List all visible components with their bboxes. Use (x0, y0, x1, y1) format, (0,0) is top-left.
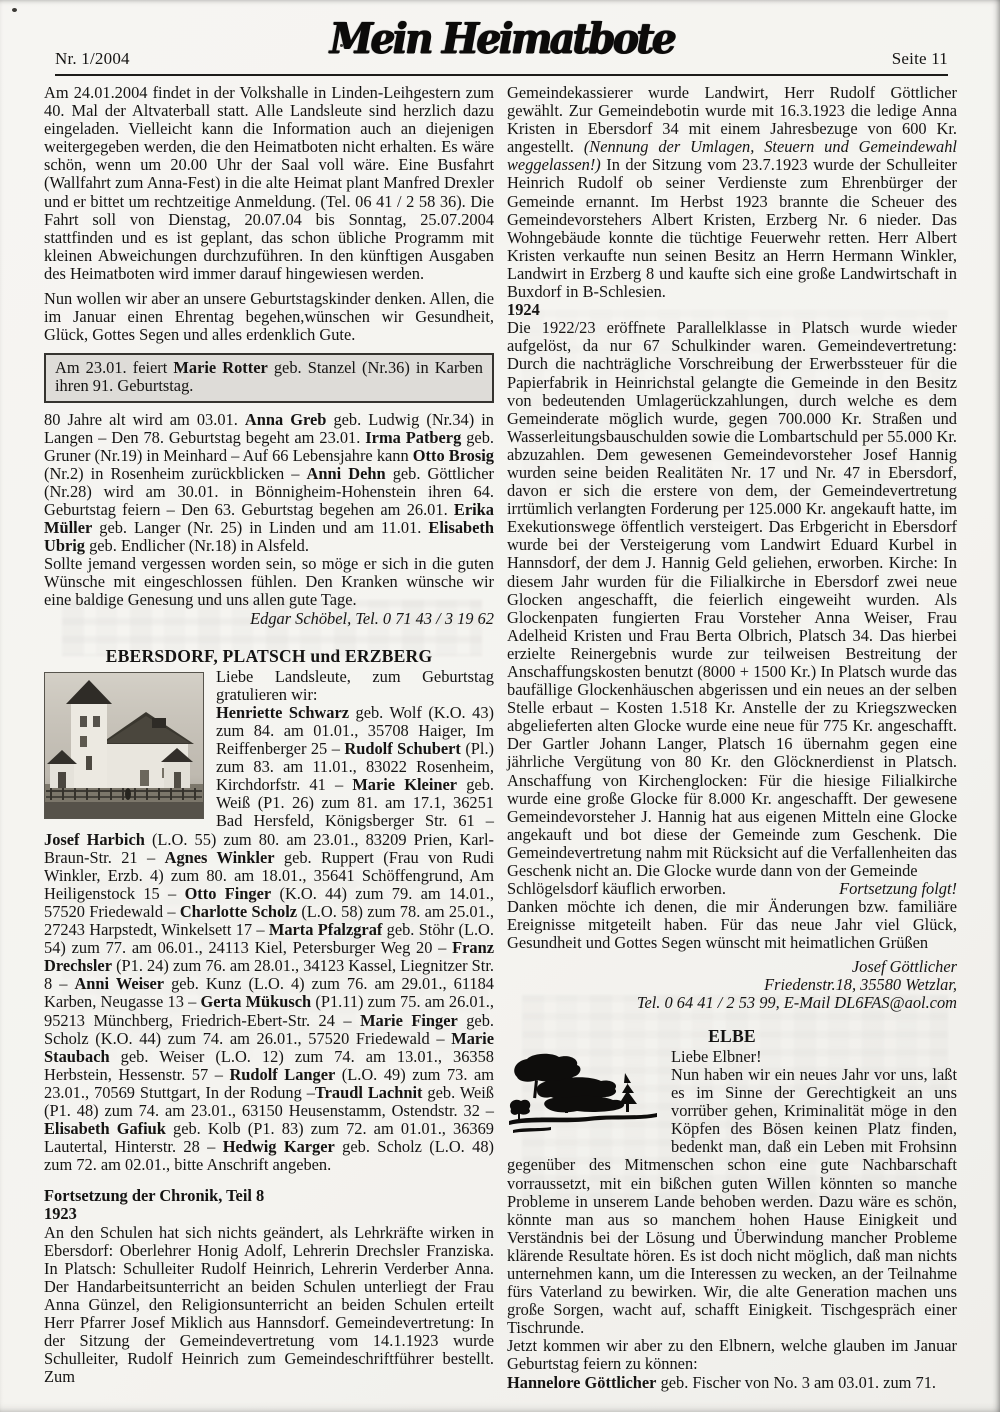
page-header (55, 14, 948, 76)
thanks-paragraph: Danken möchte ich denen, die mir Änderungen bzw. familiäre Ereignisse mitgeteilt haben. Für das neue Jahr viel Glück, Gesundheit und Gottes Segen wünscht mit heimatlichen Grüßen (507, 897, 957, 953)
highlight-box-text: Am 23.01. feiert Marie Rotter geb. Stanzel (Nr.36) in Karben ihren 91. Geburtstag. (55, 358, 483, 396)
church-photo (44, 672, 204, 819)
elbe-paragraph: Nun haben wir ein neues Jahr vor uns, laßt es im Sinne der Gerechtigkeit an uns vorrüber gehen, Kriminalität möge in den Köpfen des Bösen keinen Platz finden, bedenkt man, daß ein Leben mit Frohsinn gegenüber des Mitmenschen schon eine gute Nachbarschaft vorraussetzt, mit ein bißchen guten Willen könnten so manche Probleme in unserem Lande behoben werden. Dazu wäre es schön, könnte man aus so manchem hohen Hause Einigkeit und Verständnis bei der Lösung und Überwindung mancher Probleme klärende Resultate hören. Es ist doch nicht möglich, daß man nichts unternehmen kann, um die Interessen zu wecken, an der Teilnahme fürs Vaterland zu bewirken. Wir, die alte Generation machen uns große Sorgen, wacht auf, schafft Einigkeit. Tischgespräch einer Tischrunde. (507, 1064, 957, 1338)
birthday-list-paragraph: 80 Jahre alt wird am 03.01. Anna Greb geb. Ludwig (Nr.34) in Langen – Den 78. Geburtstag begeht am 23.01. Irma Patberg geb. Gruner (Nr.19) in Meinhard – Auf 66 Lebensjahre kann Otto Brosig (Nr.2) in Rosenheim zurückblicken – Anni Dehn geb. Göttlicher (Nr.28) wird am 30.01. in Bönnigheim-Hohenstein ihren 64. Geburtstag feiern – Den 63. Geburtstag begehen am 26.01. Erika Müller geb. Langer (Nr. 25) in Linden und am 11.01. Elisabeth Ubrig geb. Endlicher (Nr.18) in Alsfeld. (44, 409, 495, 556)
chronicle-1924-paragraph: Die 1922/23 eröffnete Parallelklasse in Platsch wurde wieder aufgelöst, da nur 67 Schulkinder waren. Gemeindevertretung: Durch die nachträgliche Vorschreibung der Erwerbssteuer für die Papierfabrik in Heinrichstal gelangte die Gemeinde in den Besitz von bedeutenden Umlagerückzahlungen, durch welche es dem Gemeinderate möglich wurde, gegen 700.000 Kr. Straßen und Wasserleitungsbauschulden sowie die Lombartschuld per 55.000 Kr. abzuzahlen. Dem gewesenen Gemeindevorsteher Josef Hannig wurden seine beiden Realitäten Nr. 17 und Nr. 47 in Ebersdorf, davon er sich die erstere von dem, der Gemeindevertretung irrtümlich verlangten Forderung per 125.000 Kr. angekauft hatte, im Exekutionswege öffentlich versteigert. Das Erbgericht in Ebersdorf wurde bei der Versteigerung vom Landwirt Eduard Kurbel in Hannsdorf, der dem J. Hannig Geld geliehen, erworben. Kirche: In diesem Jahr wurden für die Filialkirche in Ebersdorf zwei neue Glocken angeschafft, die feierlich eingeweiht wurden. Als Glockenpaten fungierten Frau Vorsteher Anna Weiser, Frau Adelheid Kristen und Frau Berta Olbrich, Platsch 34. Das hierbei erzielte Reinergebnis wurde zur teilweisen Bestreitung der Anschaffungskosten benutzt (8000 + 1500 Kr.) In Platsch wurde das baufällige Glockenhäuschen abgerissen und ein neues an der selben Stelle erbaut – Kosten 1.518 Kr. Anstelle der zu Kriegszwecken abgelieferten alten Glocke wurde eine neue für 775 Kr. angeschafft. Der Gartler Johann Langer, Platsch 16 übernahm gegen eine jährliche Vergütung von 80 Kr. den Glöcknerdienst in Platsch. Anschaffung von Kirchenglocken: Für die hiesige Filialkirche wurde eine große Glocke für 8.000 Kr. angeschafft. Der gewesene Gemeindevorsteher J. Hannig hat aus eigenen Mitteln eine Glocke angekauft und bot diese der Gemeinde zum Geschenk. Die Gemeindevertretung nahm mit Rücksicht auf die Verfallenheiten das Geschenk nicht an. Die Glocke wurde dann von der Gemeinde (507, 318, 957, 881)
signature-name: Josef Göttlicher (851, 956, 957, 976)
chronicle-1923-continued-paragraph: Gemeindekassierer wurde Landwirt, Herr Rudolf Göttlicher gewählt. Zur Gemeindebotin wurde mit 16.3.1923 die ledige Anna Kristen in Ebersdorf 34 mit einem Jahresbezuge von 600 Kr. angestellt. (Nennung der Umlagen, Steuern und Gemeindewahl weggelassen!) In der Sitzung vom 23.7.1923 wurde der Schulleiter Heinrich Rudolf ob seiner Verdienste zum Ehrenbürger der Gemeinde ernannt. Im Herbst 1923 brannte die Scheuer des Gemeindevorstehers Albert Kristen, Erzberg Nr. 6 nieder. Das Wohngebäude konnte die tüchtige Feuerwehr retten. Herr Albert Kristen verkaufte nun seinen Besitz an Herrn Hermann Winkler, Landwirt in Erzberg 8 und kaufte sich eine große Landwirtschaft in Buxdorf in B-Schlesien. (507, 83, 957, 302)
year-1924-heading: 1924 (507, 300, 540, 320)
elbe-intro-paragraph: Jetzt kommen wir aber zu den Elbnern, welche glauben im Januar Geburtstag feiern zu können: (507, 1336, 957, 1374)
page-number: Seite 11 (891, 49, 948, 68)
highlight-box (44, 353, 494, 402)
section-intro: Liebe Landsleute, zum Geburtstag gratulieren wir: (216, 666, 494, 704)
chronik-paragraph: An den Schulen hat sich nichts geändert, als Lehrkräfte wirken in Ebersdorf: Oberlehrer Honig Adolf, Lehrerin Drechsler Franziska. In Platsch: Schulleiter Rudolf Heinrich, Lehrerin Verderber Anna. Der Handarbeitsunterricht an beiden Schulen unterliegt der Frau Anna Günzel, den Religionsunterricht an beiden Schulen erteilt Herr Pfarrer Josef Miklich aus Hannsdorf. Gemeindevertretung: In der Sitzung der Gemeindevertretung vom 14.1.1923 wurde Schulleiter, Rudolf Heinrich zum Gemeindeschriftführer bestellt. Zum (44, 1222, 494, 1387)
chronicle-last-line-text: Schlögelsdorf käuflich erworben. (507, 879, 726, 899)
chronicle-last-line (507, 880, 957, 898)
masthead-logo: Mein Heimatbote (329, 14, 674, 64)
landscape-sketch-graphic (507, 1051, 659, 1139)
elbe-heading: ELBE (708, 1025, 756, 1046)
elbe-salutation: Liebe Elbner! (671, 1046, 762, 1066)
chronik-year: 1923 (44, 1204, 77, 1224)
signature-contact: Tel. 0 64 41 / 2 53 99, E-Mail DL6FAS@aol.com (636, 992, 957, 1012)
section-heading-ebersdorf: EBERSDORF, PLATSCH und ERZBERG (105, 645, 433, 666)
article-columns (44, 84, 958, 1392)
section-names-paragraph: Henriette Schwarz geb. Wolf (K.O. 43) zum 84. am 01.01., 35708 Haiger, Im Reiffenberger 25 – Rudolf Schubert (Pl.) zum 83. am 11.01., 83022 Rosenheim, Kirchdorfstr. 41 – Marie Kleiner geb. Weiß (P1. 26) zum 81. am 17.1, 36251 Bad Hersfeld, Königsberger Str. 61 – Josef Harbich (L.O. 55) zum 80. am 23.01., 83209 Prien, Karl-Braun-Str. 21 – Agnes Winkler geb. Ruppert (Frau von Rudi Winkler, Erzb. 4) zum 80. am 18.01., 35641 Schöffengrund, Am Heiligenstock 15 – Otto Finger (K.O. 44) zum 79. am 14.01., 57520 Friedewald – Charlotte Scholz (L.O. 58) zum 78. am 25.01., 27243 Harpstedt, Winkelsett 17 – Marta Pfalzgraf geb. Stöhr (L.O. 54) zum 77. am 06.01., 24113 Kiel, Petersburger Weg 20 – Franz Drechsler (P1. 24) zum 76. am 28.01., 34123 Kassel, Liegnitzer Str. 8 – Anni Weiser geb. Kunz (L.O. 4) zum 76. am 29.01., 61184 Karben, Neugasse 13 – Gerta Mükusch (P1.11) zum 75. am 26.01., 95213 Münchberg, Friedrich-Ebert-Str. 24 – Marie Finger geb. Scholz (K.O. 44) zum 74. am 26.01., 57520 Friedewald – Marie Staubach geb. Weiser (L.O. 12) zum 74. am 13.01., 36358 Herbstein, Hessenstr. 57 – Rudolf Langer (L.O. 49) zum 73. am 23.01., 70569 Stuttgart, In der Rodung –Traudl Lachnit geb. Weiß (P1. 48) zum 74. am 23.01., 63150 Heusenstamm, Ostendstr. 32 – Elisabeth Gafiuk geb. Kolb (P1. 83) zum 72. am 01.01., 36369 Lautertal, Hinterstr. 28 – Hedwig Karger geb. Scholz (L.O. 48) zum 72. am 02.01., bitte Anschrift angeben. (44, 702, 495, 1175)
chronik-heading: Fortsetzung der Chronik, Teil 8 (44, 1186, 265, 1206)
elbe-birthday-line: Hannelore Göttlicher geb. Fischer von No. 3 am 03.01. zum 71. (507, 1372, 936, 1392)
scan-speck (12, 8, 17, 12)
continuation-note: Fortsetzung folgt! (839, 879, 957, 899)
issue-number: Nr. 1/2004 (55, 49, 130, 68)
signature-address: Friedenstr.18, 35580 Wetzlar, (764, 974, 957, 994)
contact-line: Edgar Schöbel, Tel. 0 71 43 / 3 19 62 (250, 608, 494, 628)
ebersdorf-section (44, 668, 494, 1175)
right-column (507, 84, 957, 1392)
birthday-greeting-paragraph: Nun wollen wir aber an unsere Geburtstagskinder denken. Allen, die im Januar einen Ehrentag begehen,wünschen wir Gesundheit, Glück, Gottes Segen und alles erdenklich Gute. (44, 289, 494, 345)
signature-block (507, 958, 957, 1012)
landscape-sketch (507, 1051, 659, 1139)
left-column (44, 84, 494, 1392)
church-photo-graphic (44, 672, 204, 819)
events-paragraph: Am 24.01.2004 findet in der Volkshalle in Linden-Leihgestern zum 40. Mal der Altvaterball statt. Alle Landsleute sind herzlich dazu eingeladen. Vielleicht kann die Information auch an diejenigen weitergegeben werden, die den Heimatboten nicht erhalten. Es wäre schön, wenn um 20.00 Uhr der Saal voll wäre. Eine Busfahrt (Wallfahrt zum Anna-Fest) in die alte Heimat plant Manfred Drexler und er bittet um rechtzeitige Anmeldung. (Tel. 06 41 / 2 58 36). Die Fahrt soll von Dienstag, 20.07.04 bis Sonntag, 25.07.2004 stattfinden und es ist geplant, das schon übliche Programm mit kleinen Abweichungen durchzuführen. In den künftigen Ausgaben des Heimatboten wird immer darauf hingewiesen werden. (44, 83, 494, 283)
get-well-paragraph: Sollte jemand vergessen worden sein, so möge er sich in die guten Wünsche mit eingeschlossen fühlen. Den Kranken wünsche wir eine baldige Genesung und uns allen gute Tage. (44, 554, 494, 610)
elbe-section (507, 1048, 957, 1338)
